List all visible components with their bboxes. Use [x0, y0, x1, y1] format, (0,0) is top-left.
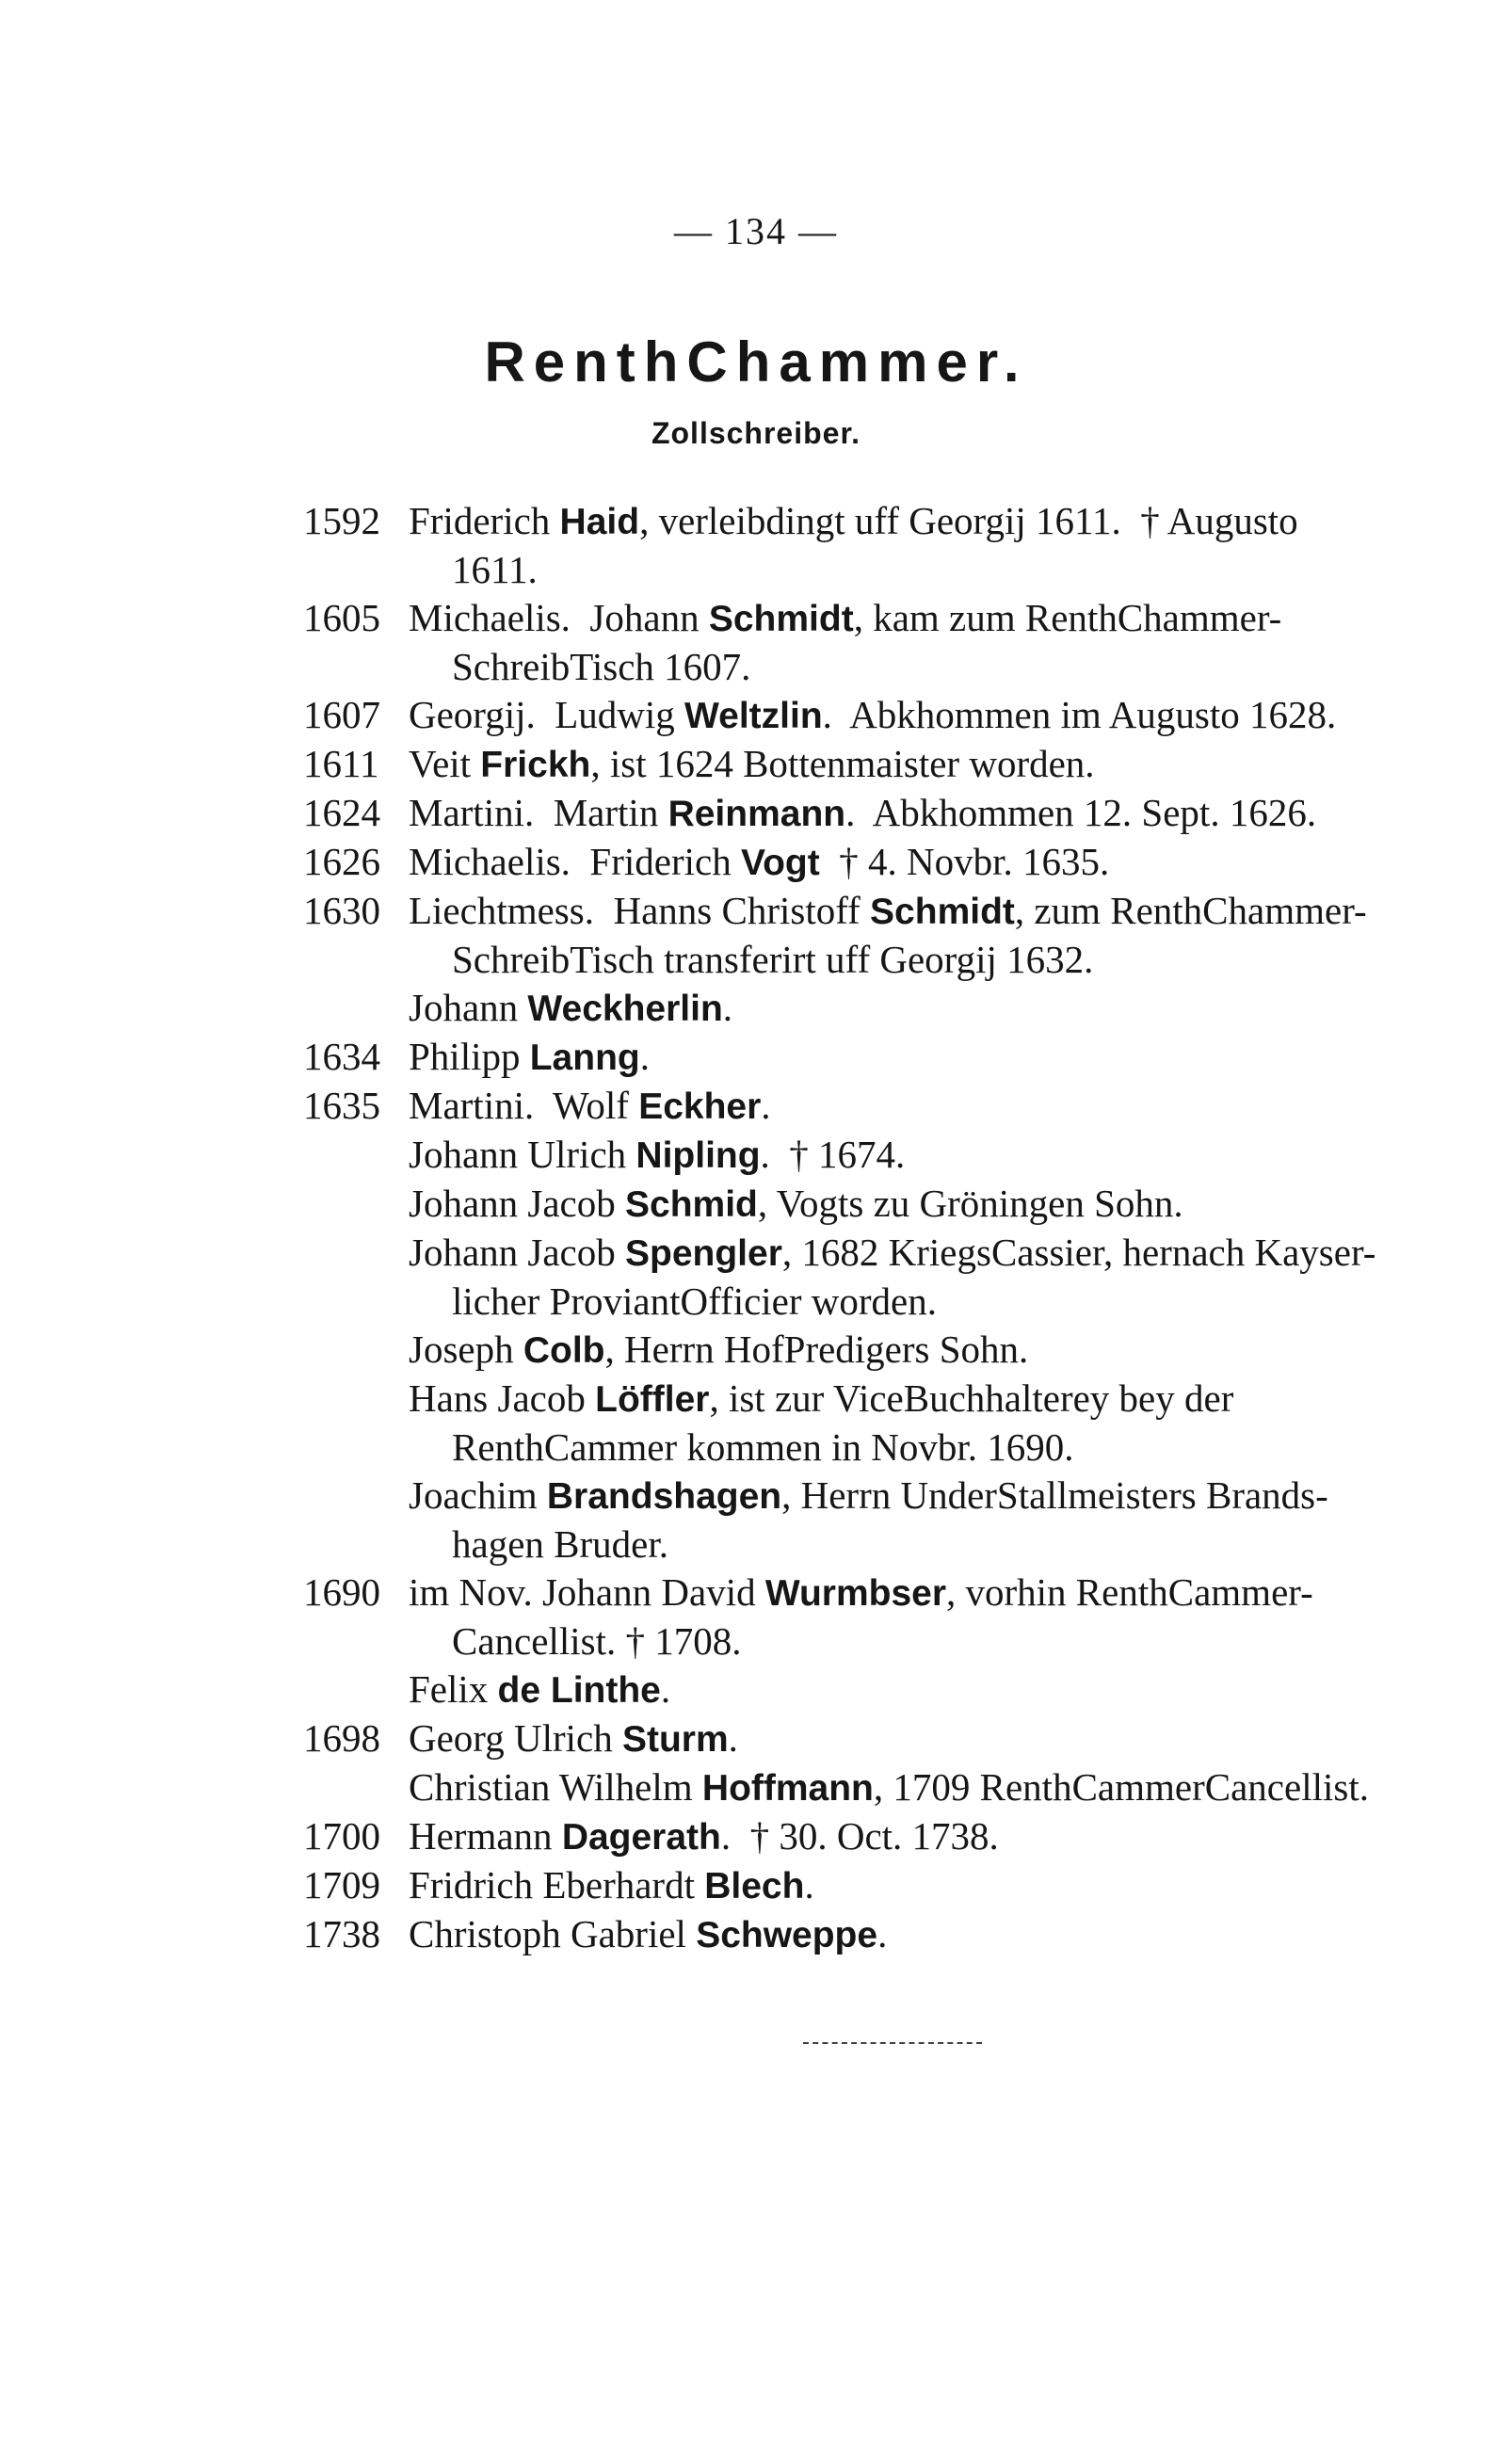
entry-name: Dagerath: [561, 1817, 721, 1858]
entry-name: Brandshagen: [546, 1476, 782, 1517]
entry-text: † 4. Novbr. 1635.: [819, 840, 1110, 883]
entry-year: 1690: [303, 1570, 380, 1614]
entry-name: Hoffmann: [701, 1768, 874, 1809]
entry: [303, 1812, 1463, 1861]
entry-text: , 1682 KriegsCassier, hernach Kayser-: [781, 1231, 1376, 1274]
entry-text: Joachim: [409, 1473, 547, 1517]
entry-text: Christoph Gabriel: [409, 1912, 697, 1955]
entry-name: Löffler: [595, 1379, 710, 1420]
entry-text: , 1709 RenthCammerCancellist.: [873, 1765, 1369, 1809]
entry-name: Wurmbser: [764, 1573, 947, 1614]
entry-continuation: hagen Bruder.: [452, 1522, 668, 1566]
entry: [303, 1082, 1463, 1131]
entry-text: Joseph: [409, 1328, 523, 1371]
entry-text: Hermann: [409, 1814, 562, 1858]
entry-year: 1634: [303, 1035, 380, 1078]
entry-name: Spengler: [625, 1233, 782, 1274]
entry-text: Johann Jacob: [409, 1182, 626, 1225]
entry-year: 1592: [303, 499, 380, 542]
entry-text: .: [722, 986, 733, 1029]
entry-year: 1626: [303, 840, 380, 883]
section-subtitle: Zollschreiber.: [651, 416, 861, 450]
entry-text: Liechtmess. Hanns Christoff: [409, 889, 871, 932]
entry-year: 1611: [303, 742, 379, 785]
entry-line: [303, 1665, 1463, 1714]
entry-continuation: Cancellist. † 1708.: [452, 1619, 742, 1663]
entry: [303, 740, 1463, 789]
entry-line: [303, 1131, 1463, 1180]
entry-text: , Herrn UnderStallmeisters Brands-: [781, 1473, 1328, 1517]
entry-text: Philipp: [409, 1035, 530, 1078]
entry-name: Weltzlin: [684, 696, 823, 736]
entry-name: Vogt: [740, 843, 820, 883]
entry-continuation: RenthCammer kommen in Novbr. 1690.: [452, 1425, 1074, 1469]
entry-continuation: SchreibTisch transferirt uff Georgij 1632.: [452, 938, 1094, 981]
entry-text: im Nov. Johann David: [409, 1570, 765, 1614]
entry-year: 1635: [303, 1084, 380, 1127]
entry-line: [303, 1812, 1463, 1861]
entry: [303, 838, 1463, 887]
entry: [303, 1714, 1463, 1763]
entry-text: Martini. Wolf: [409, 1084, 639, 1127]
entry-text: . Abkhommen im Augusto 1628.: [822, 693, 1337, 736]
entry-text: , ist zur ViceBuchhalterey bey der: [709, 1376, 1234, 1420]
entry-continuation: 1611.: [452, 548, 538, 591]
entry-line: [303, 1180, 1463, 1229]
entry-line: [303, 789, 1463, 838]
entry-name: Sturm: [621, 1719, 729, 1760]
entry: [303, 1569, 1463, 1665]
entry-line: [303, 1472, 1463, 1521]
entry-year: 1607: [303, 693, 380, 736]
entry-line: [303, 594, 1463, 643]
entry-text: , kam zum RenthChammer-: [853, 596, 1282, 639]
entry-name: Lanng: [529, 1038, 640, 1078]
entry: [303, 1763, 1463, 1812]
entry-line: [303, 887, 1463, 936]
entry: [303, 691, 1463, 740]
entry-line: [303, 1229, 1463, 1278]
entry: [303, 1665, 1463, 1714]
entry-text: Martini. Martin: [409, 791, 668, 834]
entry-year: 1624: [303, 791, 380, 834]
entry-name: Weckherlin: [527, 989, 723, 1029]
entry-text: .: [728, 1716, 738, 1760]
entry: [303, 1861, 1463, 1910]
entry-text: , zum RenthChammer-: [1014, 889, 1367, 932]
entry-continuation: SchreibTisch 1607.: [452, 645, 751, 688]
entry-text: .: [639, 1035, 650, 1078]
entry-text: , verleibdingt uff Georgij 1611. † Augusto: [639, 499, 1298, 542]
entry-name: Nipling: [635, 1135, 761, 1176]
entry-line: [303, 1375, 1463, 1424]
entry-line: [303, 984, 1463, 1033]
entry-year: 1738: [303, 1912, 380, 1955]
section-title: RenthChammer.: [484, 330, 1028, 394]
entry-continuation: licher ProviantOfficier worden.: [452, 1279, 937, 1323]
entry-line: [303, 1714, 1463, 1763]
entry-text: Johann Jacob: [409, 1231, 626, 1274]
entry-text: . † 30. Oct. 1738.: [720, 1814, 999, 1858]
entry: [303, 1910, 1463, 1959]
entry-text: Georg Ulrich: [409, 1716, 622, 1760]
entry-line: [303, 1033, 1463, 1082]
entry-text: Michaelis. Johann: [409, 596, 709, 639]
entry-name: Schmid: [625, 1184, 758, 1225]
entry: [303, 789, 1463, 838]
entry-name: Schmidt: [708, 599, 854, 639]
entry: [303, 1229, 1463, 1326]
entry-line: [303, 1763, 1463, 1812]
entry-text: , Vogts zu Gröningen Sohn.: [757, 1182, 1183, 1225]
entry-text: .: [761, 1084, 771, 1127]
entry-name: Reinmann: [668, 794, 846, 834]
entry: [303, 1180, 1463, 1229]
entry-line: [303, 838, 1463, 887]
entry: [303, 1472, 1463, 1569]
entry-text: . † 1674.: [760, 1133, 906, 1176]
entry-year: 1700: [303, 1814, 380, 1858]
entry-text: Hans Jacob: [409, 1376, 596, 1420]
entry-name: Haid: [559, 502, 640, 542]
entry: [303, 594, 1463, 691]
entry-text: Michaelis. Friderich: [409, 840, 741, 883]
entry-name: Frickh: [480, 745, 591, 785]
entry-text: , vorhin RenthCammer-: [946, 1570, 1313, 1614]
entry-text: Johann Ulrich: [409, 1133, 636, 1176]
entry-line: [303, 1082, 1463, 1131]
entry-line: [303, 1569, 1463, 1617]
entry-year: 1630: [303, 889, 380, 932]
entry-text: Felix: [409, 1667, 498, 1711]
entry-year: 1698: [303, 1716, 380, 1760]
entry: [303, 984, 1463, 1033]
entry-text: Johann: [409, 986, 528, 1029]
entry-name: de Linthe: [497, 1670, 661, 1711]
entry-list: [303, 497, 1463, 1959]
page-number: — 134 —: [674, 210, 838, 252]
entry-line: [303, 1326, 1463, 1375]
entry-text: Friderich: [409, 499, 560, 542]
entry-line: [303, 1910, 1463, 1959]
entry-text: .: [877, 1912, 888, 1955]
entry-name: Blech: [704, 1866, 805, 1907]
entry-line: [303, 691, 1463, 740]
entry-name: Schmidt: [870, 892, 1015, 932]
entry: [303, 887, 1463, 984]
entry-line: [303, 740, 1463, 789]
entry-text: .: [660, 1667, 671, 1711]
entry-name: Schweppe: [696, 1915, 878, 1955]
entry-text: .: [804, 1863, 814, 1907]
entry-name: Eckher: [638, 1086, 762, 1127]
entry-line: [303, 1861, 1463, 1910]
entry-name: Colb: [523, 1330, 605, 1371]
entry-text: , ist 1624 Bottenmaister worden.: [590, 742, 1095, 785]
closing-rule: [803, 2042, 982, 2044]
entry-text: Fridrich Eberhardt: [409, 1863, 705, 1907]
entry-year: 1605: [303, 596, 380, 639]
entry-text: . Abkhommen 12. Sept. 1626.: [845, 791, 1317, 834]
entry-line: [303, 497, 1463, 546]
entry: [303, 1375, 1463, 1472]
entry-year: 1709: [303, 1863, 380, 1907]
entry-text: , Herrn HofPredigers Sohn.: [604, 1328, 1029, 1371]
entry-text: Georgij. Ludwig: [409, 693, 685, 736]
entry: [303, 1033, 1463, 1082]
entry-text: Veit: [409, 742, 481, 785]
entry-text: Christian Wilhelm: [409, 1765, 702, 1809]
entry: [303, 497, 1463, 594]
entry: [303, 1131, 1463, 1180]
entry: [303, 1326, 1463, 1375]
